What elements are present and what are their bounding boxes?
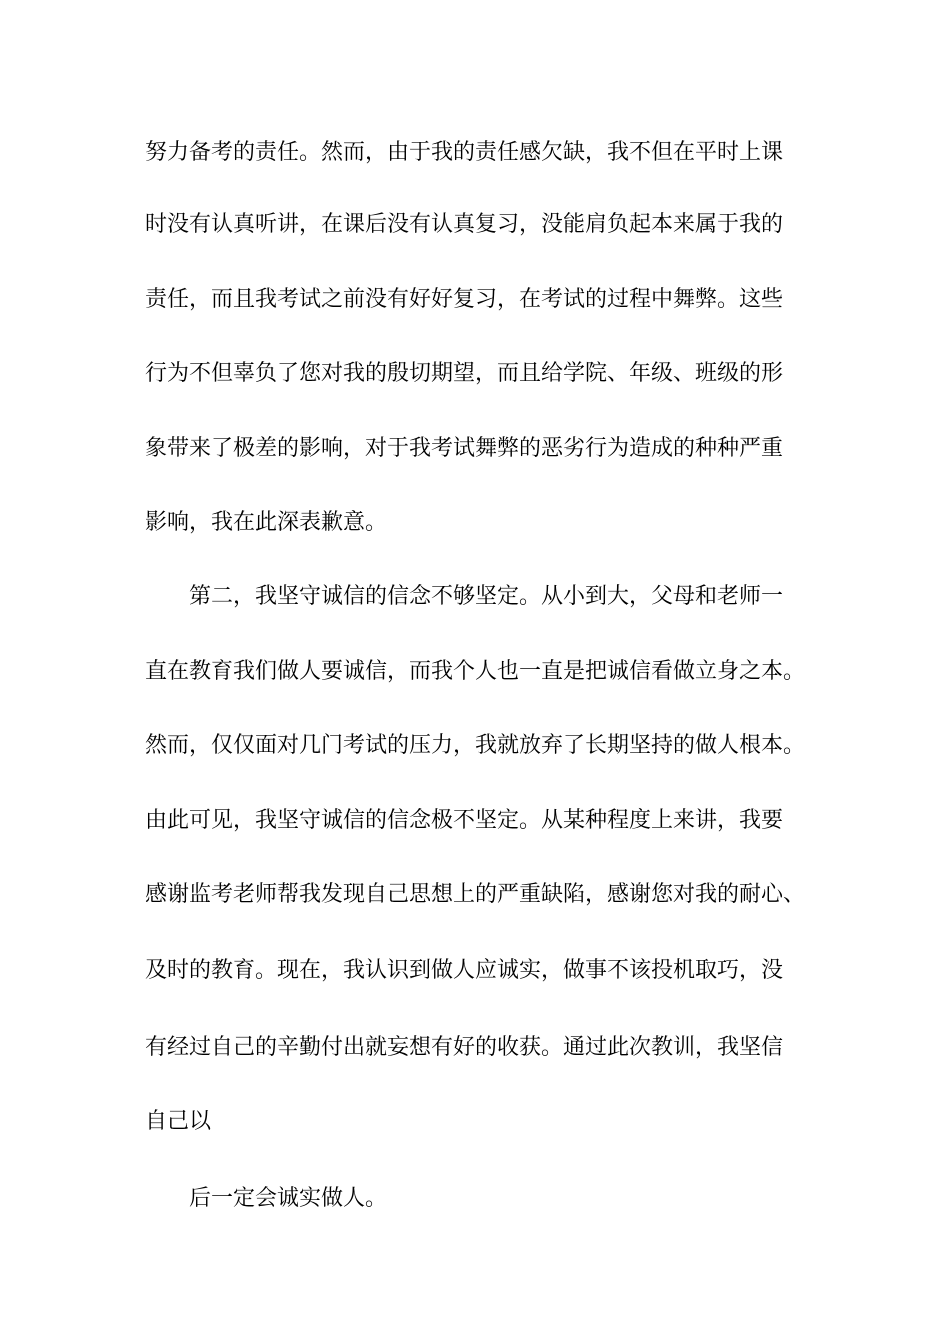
text-line: 自己以 <box>145 1109 212 1134</box>
text-line: 有经过自己的辛勤付出就妄想有好的收获。通过此次教训，我坚信 <box>145 1035 784 1060</box>
text-line: 直在教育我们做人要诚信，而我个人也一直是把诚信看做立身之本。 <box>145 659 806 684</box>
text-line: 努力备考的责任。然而，由于我的责任感欠缺，我不但在平时上课 <box>145 140 784 165</box>
text-line: 责任，而且我考试之前没有好好复习，在考试的过程中舞弊。这些 <box>145 287 784 312</box>
text-line: 象带来了极差的影响，对于我考试舞弊的恶劣行为造成的种种严重 <box>145 436 784 461</box>
text-line: 行为不但辜负了您对我的殷切期望，而且给学院、年级、班级的形 <box>145 361 784 386</box>
text-line: 影响，我在此深表歉意。 <box>145 510 388 535</box>
text-line: 及时的教育。现在，我认识到做人应诚实，做事不该投机取巧，没 <box>145 958 784 983</box>
paragraph-start-line: 第二，我坚守诚信的信念不够坚定。从小到大，父母和老师一 <box>189 584 784 609</box>
text-line: 然而，仅仅面对几门考试的压力，我就放弃了长期坚持的做人根本。 <box>145 733 806 758</box>
text-line: 由此可见，我坚守诚信的信念极不坚定。从某种程度上来讲，我要 <box>145 808 784 833</box>
text-line: 感谢监考老师帮我发现自己思想上的严重缺陷，感谢您对我的耐心、 <box>145 882 806 907</box>
paragraph-start-line: 后一定会诚实做人。 <box>189 1186 388 1211</box>
text-line: 时没有认真听讲，在课后没有认真复习，没能肩负起本来属于我的 <box>145 212 784 237</box>
